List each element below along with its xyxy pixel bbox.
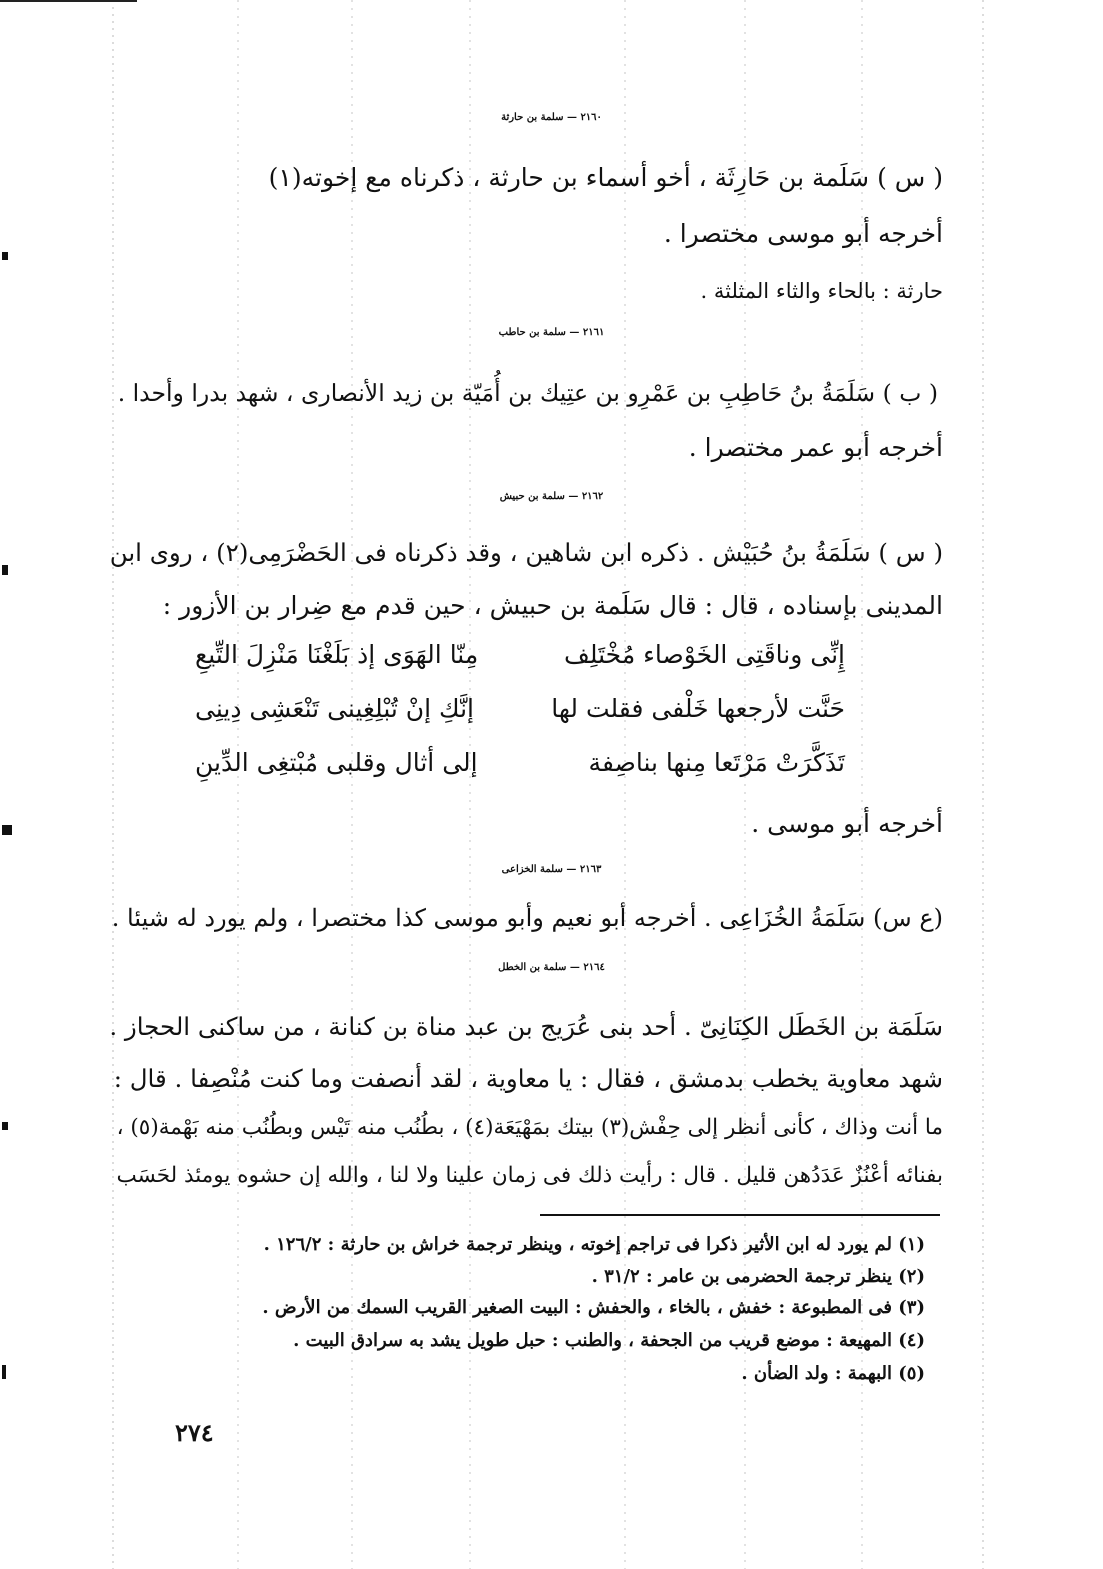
footnote: (٥) البهمة : ولد الضأن . xyxy=(741,1363,925,1384)
poem-verse xyxy=(195,748,845,788)
entry-text-line: ما أنت وذاك ، كأنى أنظر إلى حِفْش(٣) بيتك بمَهْيَعَة(٤) ، بطُنُب منه تَيْس وبطُنُب منه بَهْمة(٥) ، xyxy=(116,1115,943,1140)
verse-second-hemistich: إلى أثال وقلبى مُبْتغِى الدِّينِ xyxy=(195,748,478,777)
poem-verse xyxy=(195,640,845,680)
verse-second-hemistich: إنَّكِ إنْ تُبْلِغِينى تَنْعَشِى دِينِى xyxy=(195,694,475,723)
poem-verse xyxy=(195,694,845,734)
entry-text-line: سَلَمَة بن الخَطَل الكِنَانِىّ . أحد بنى عُرَيج بن عبد مناة بن كنانة ، من ساكنى الحجاز . xyxy=(109,1012,943,1041)
verse-first-hemistich: تَذَكَّرَتْ مَرْتَعا مِنها بناصِفة xyxy=(588,748,845,777)
footnote: (٢) ينظر ترجمة الحضرمى بن عامر : ٣١/٢ . xyxy=(591,1266,925,1287)
entry-text-line: أخرجه أبو موسى مختصرا . xyxy=(663,219,943,248)
entry-text-line: ( ب ) سَلَمَةُ بنُ حَاطِبِ بن عَمْرِو بن عتِيك بن أُمَيّة بن زيد الأنصارى ، شهد بدرا وأحدا . xyxy=(117,379,938,407)
entry-heading: ٢١٦٣ — سلمة الخزاعى xyxy=(501,864,602,875)
entry-text-line: أخرجه أبو موسى . xyxy=(751,809,943,838)
entry-text-line: المدينى بإسناده ، قال : قال سَلَمة بن حبيش ، حين قدم مع ضِرار بن الأزور : xyxy=(162,591,943,620)
entry-heading: ٢١٦٠ — سلمة بن حارثة xyxy=(501,112,602,123)
footnote: (٤) المهيعة : موضع قريب من الجحفة ، والطنب : حبل طويل يشد به سرادق البيت . xyxy=(293,1330,925,1351)
entry-heading: ٢١٦٢ — سلمة بن حبيش xyxy=(499,491,604,502)
verse-first-hemistich: حَنَّت لأرجعها خَلْفى فقلت لها xyxy=(551,694,845,723)
entry-text-line: ( س ) سَلَمَةُ بنُ حُبَيْش . ذكره ابن شاهين ، وقد ذكرناه فى الحَضْرَمِى(٢) ، روى ابن xyxy=(109,538,943,567)
entry-heading: ٢١٦٤ — سلمة بن الخطل xyxy=(498,962,605,973)
entry-text-line: شهد معاوية يخطب بدمشق ، فقال : يا معاوية ، لقد أنصفت وما كنت مُنْصِفا . قال : xyxy=(113,1064,943,1093)
footnote: (٣) فى المطبوعة : خفش ، بالخاء ، والحفش : البيت الصغير القريب السمك من الأرض . xyxy=(262,1297,925,1318)
verse-second-hemistich: مِنّا الهَوَى إذ بَلَغْنَا مَنْزِلَ التِّيعِ xyxy=(195,640,479,669)
verse-first-hemistich: إِنِّى وناقَتِى الخَوْصاء مُخْتَلِف xyxy=(563,640,845,669)
entry-text-line: حارثة : بالحاء والثاء المثلثة . xyxy=(700,279,943,303)
entry-text-line: أخرجه أبو عمر مختصرا . xyxy=(688,433,943,462)
footnote: (١) لم يورد له ابن الأثير ذكرا فى تراجم إخوته ، وينظر ترجمة خراش بن حارثة : ١٢٦/٢ . xyxy=(263,1234,925,1255)
entry-text-line: (ع س) سَلَمَةُ الخُزَاعِى . أخرجه أبو نعيم وأبو موسى كذا مختصرا ، ولم يورد له شيئا . xyxy=(111,904,943,932)
entry-heading: ٢١٦١ — سلمة بن حاطب xyxy=(498,327,605,338)
page-number: ٢٧٤ xyxy=(175,1418,214,1447)
entry-text-line: بفنائه أعْنُزٌ عَدَدُهن قليل . قال : رأيت ذلك فى زمان علينا ولا لنا ، والله إن حشوه يومئذ لحَسَب xyxy=(116,1163,943,1188)
footnote-separator xyxy=(540,1214,940,1216)
entry-text-line: ( س ) سَلَمة بن حَارِثَة ، أخو أسماء بن حارثة ، ذكرناه مع إخوته(١) xyxy=(268,163,943,192)
